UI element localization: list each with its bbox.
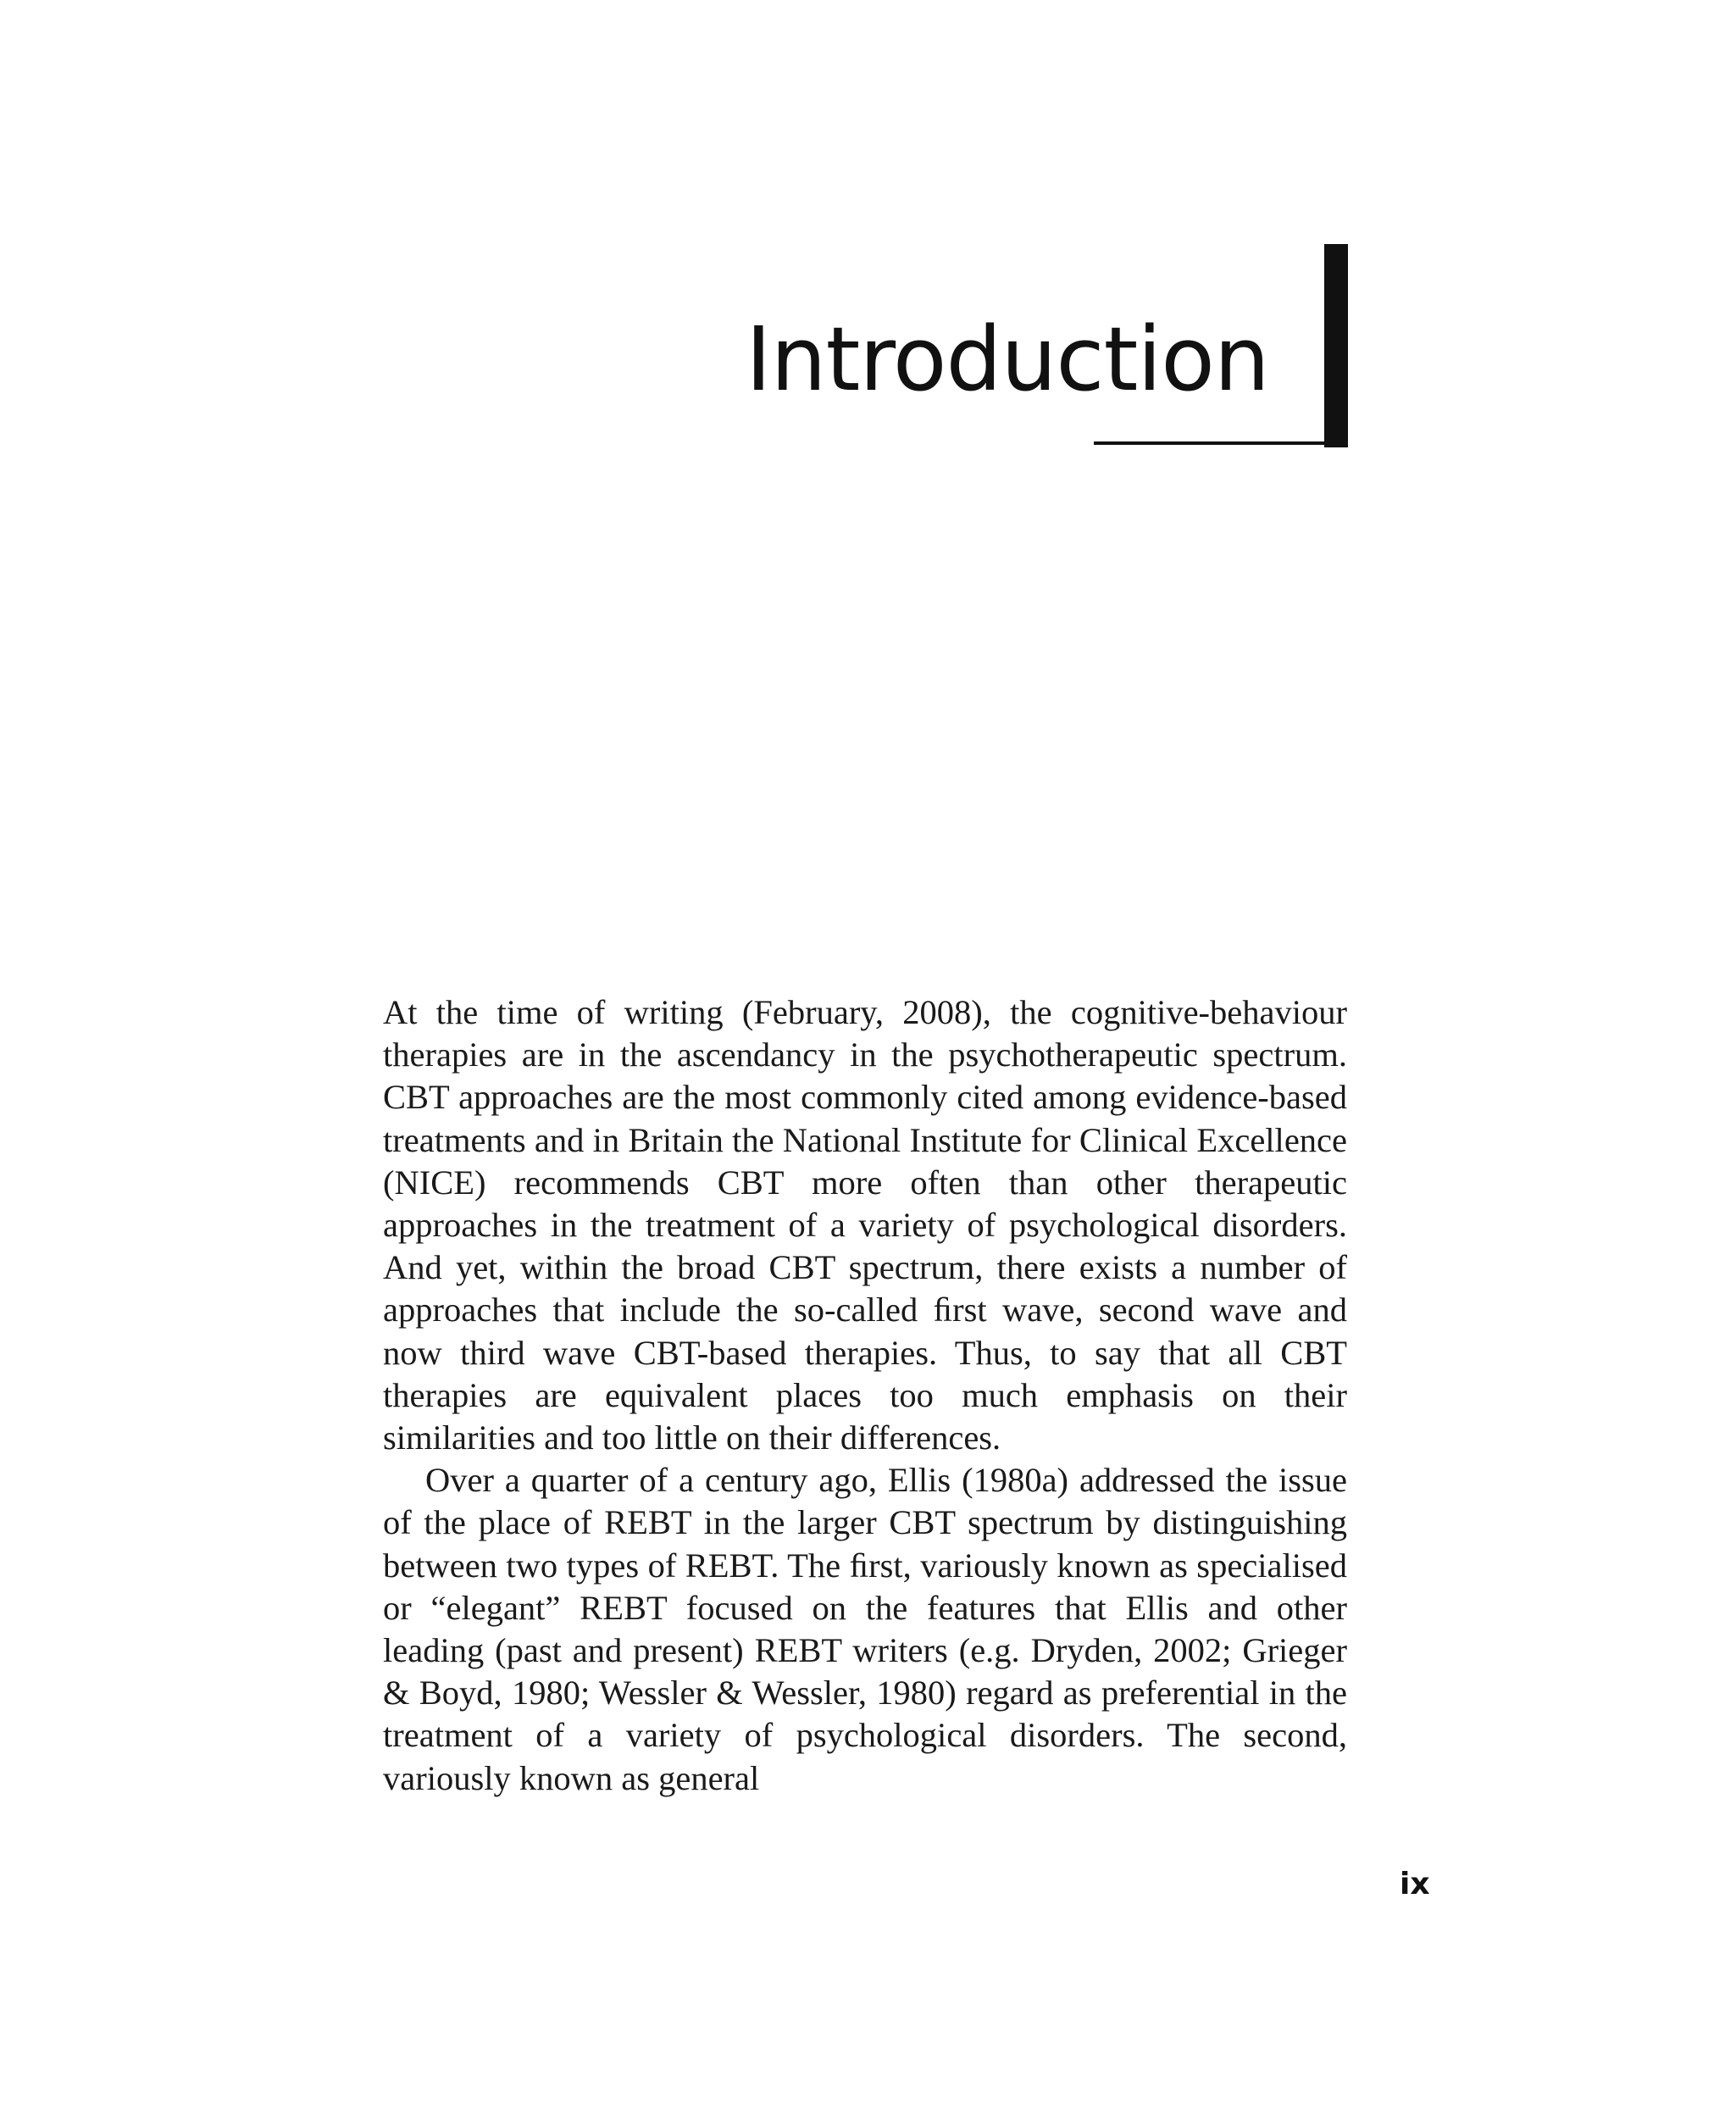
- title-underline-rule: [1094, 441, 1348, 445]
- paragraph-2: Over a quarter of a century ago, Ellis (1980a) addressed the issue of the place of REBT in the larger CBT spectrum by distinguishing between two types of REBT. The ﬁrst, variously known as specialised or “elegant” REBT focused on the features that Ellis and other leading (past and present) REBT writers (e.g. Dryden, 2002; Grieger & Boyd, 1980; Wessler & Wessler, 1980) regard as preferential in the treatment of a variety of psychological disorders. The second, variously known as general: [383, 1461, 1347, 1797]
- chapter-marker-bar: [1324, 244, 1348, 447]
- page-number: ix: [1400, 1867, 1430, 1901]
- body-text: [383, 991, 1347, 1800]
- paragraph-1: At the time of writing (February, 2008), the cognitive-behaviour therapies are in the ascendancy in the psychotherapeutic spectrum. CBT approaches are the most commonly cited among evidence-based treatments and in Britain the National Institute for Clinical Excellence (NICE) recommends CBT more often than other therapeutic approaches in the treatment of a variety of psychological disorders. And yet, within the broad CBT spectrum, there exists a number of approaches that include the so-called ﬁrst wave, second wave and now third wave CBT-based therapies. Thus, to say that all CBT therapies are equivalent places too much emphasis on their similarities and too little on their differences.: [383, 993, 1347, 1457]
- chapter-title: Introduction: [746, 308, 1269, 411]
